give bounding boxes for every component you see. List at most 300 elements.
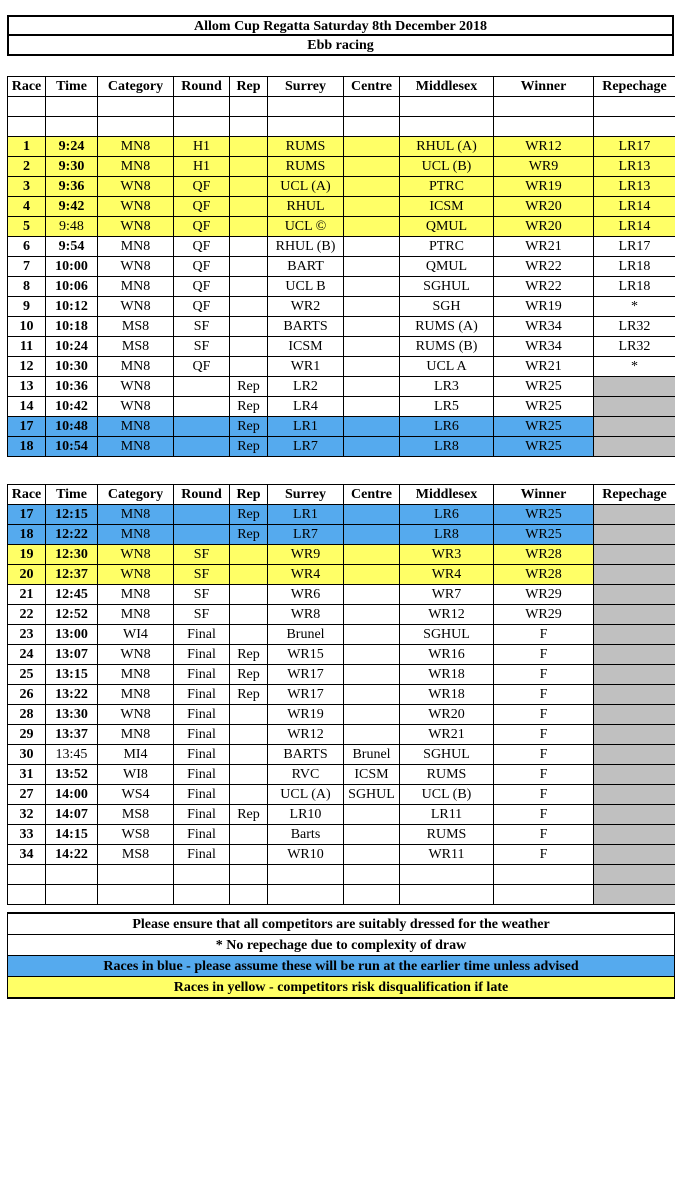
centre-cell: [344, 137, 400, 157]
race-row: [8, 765, 675, 785]
repechage-cell: *: [594, 297, 675, 317]
category-cell: MN8: [98, 665, 174, 685]
surrey-cell: WR2: [268, 297, 344, 317]
surrey-cell: BART: [268, 257, 344, 277]
winner-cell: F: [494, 725, 594, 745]
centre-cell: [344, 825, 400, 845]
header-row: [8, 485, 675, 505]
category-cell: MN8: [98, 137, 174, 157]
repechage-cell: [594, 525, 675, 545]
middlesex-cell: SGHUL: [400, 745, 494, 765]
empty-cell: [344, 117, 400, 137]
category-cell: MI4: [98, 745, 174, 765]
race-row: [8, 785, 675, 805]
note-row: [8, 977, 675, 999]
empty-cell: [230, 865, 268, 885]
race-row: [8, 825, 675, 845]
repechage-cell: [594, 437, 675, 457]
middlesex-cell: RUMS (B): [400, 337, 494, 357]
rep-cell: Rep: [230, 377, 268, 397]
repechage-cell: [594, 765, 675, 785]
rep-cell: Rep: [230, 397, 268, 417]
column-header-centre: Centre: [344, 485, 400, 505]
time-cell: 13:45: [46, 745, 98, 765]
race-row: [8, 197, 675, 217]
surrey-cell: LR1: [268, 505, 344, 525]
race-cell: 30: [8, 745, 46, 765]
race-cell: 14: [8, 397, 46, 417]
rep-cell: [230, 625, 268, 645]
empty-cell: [230, 97, 268, 117]
empty-cell: [400, 117, 494, 137]
centre-cell: [344, 437, 400, 457]
time-cell: 14:15: [46, 825, 98, 845]
centre-cell: [344, 297, 400, 317]
empty-cell: [98, 97, 174, 117]
category-cell: MN8: [98, 605, 174, 625]
repechage-cell: [594, 545, 675, 565]
time-cell: 13:07: [46, 645, 98, 665]
empty-cell: [230, 117, 268, 137]
race-row: [8, 357, 675, 377]
column-header-centre: Centre: [344, 77, 400, 97]
rep-cell: [230, 565, 268, 585]
round-cell: H1: [174, 137, 230, 157]
race-cell: 25: [8, 665, 46, 685]
surrey-cell: WR9: [268, 545, 344, 565]
race-cell: 1: [8, 137, 46, 157]
centre-cell: [344, 157, 400, 177]
surrey-cell: UCL (A): [268, 785, 344, 805]
category-cell: WN8: [98, 197, 174, 217]
centre-cell: [344, 417, 400, 437]
category-cell: WN8: [98, 705, 174, 725]
column-header-race: Race: [8, 77, 46, 97]
race-cell: 8: [8, 277, 46, 297]
round-cell: [174, 437, 230, 457]
surrey-cell: UCL ©: [268, 217, 344, 237]
empty-cell: [46, 885, 98, 905]
centre-cell: Brunel: [344, 745, 400, 765]
rep-cell: [230, 765, 268, 785]
centre-cell: ICSM: [344, 765, 400, 785]
regatta-title: Allom Cup Regatta Saturday 8th December 2018: [7, 15, 674, 35]
race-cell: 27: [8, 785, 46, 805]
race-row: [8, 417, 675, 437]
repechage-cell: [594, 805, 675, 825]
race-cell: 31: [8, 765, 46, 785]
round-cell: Final: [174, 745, 230, 765]
category-cell: WI4: [98, 625, 174, 645]
middlesex-cell: WR12: [400, 605, 494, 625]
round-cell: [174, 505, 230, 525]
time-cell: 12:37: [46, 565, 98, 585]
surrey-cell: RUMS: [268, 157, 344, 177]
centre-cell: [344, 177, 400, 197]
column-header-round: Round: [174, 77, 230, 97]
rep-cell: [230, 785, 268, 805]
round-cell: SF: [174, 605, 230, 625]
surrey-cell: LR10: [268, 805, 344, 825]
time-cell: 9:24: [46, 137, 98, 157]
empty-cell: [8, 97, 46, 117]
time-cell: 10:24: [46, 337, 98, 357]
centre-cell: [344, 665, 400, 685]
winner-cell: F: [494, 805, 594, 825]
round-cell: SF: [174, 545, 230, 565]
race-cell: 3: [8, 177, 46, 197]
empty-cell: [174, 885, 230, 905]
rep-cell: [230, 257, 268, 277]
rep-cell: [230, 845, 268, 865]
surrey-cell: RVC: [268, 765, 344, 785]
repechage-cell: [594, 565, 675, 585]
centre-cell: [344, 317, 400, 337]
empty-cell: [344, 885, 400, 905]
winner-cell: WR29: [494, 585, 594, 605]
time-cell: 14:07: [46, 805, 98, 825]
rep-cell: [230, 745, 268, 765]
rep-cell: [230, 277, 268, 297]
race-cell: 24: [8, 645, 46, 665]
middlesex-cell: WR18: [400, 685, 494, 705]
column-header-round: Round: [174, 485, 230, 505]
centre-cell: SGHUL: [344, 785, 400, 805]
time-cell: 9:36: [46, 177, 98, 197]
middlesex-cell: UCL (B): [400, 785, 494, 805]
winner-cell: WR25: [494, 417, 594, 437]
repechage-cell: [594, 397, 675, 417]
empty-cell: [98, 885, 174, 905]
race-row: [8, 725, 675, 745]
winner-cell: F: [494, 825, 594, 845]
category-cell: WN8: [98, 217, 174, 237]
blank-row: [8, 117, 675, 137]
winner-cell: F: [494, 645, 594, 665]
surrey-cell: WR10: [268, 845, 344, 865]
middlesex-cell: RUMS: [400, 765, 494, 785]
repechage-cell: LR17: [594, 237, 675, 257]
category-cell: WN8: [98, 565, 174, 585]
round-cell: Final: [174, 725, 230, 745]
repechage-cell: [594, 685, 675, 705]
middlesex-cell: WR3: [400, 545, 494, 565]
race-row: [8, 377, 675, 397]
column-header-winner: Winner: [494, 77, 594, 97]
centre-cell: [344, 705, 400, 725]
centre-cell: [344, 257, 400, 277]
rep-cell: Rep: [230, 525, 268, 545]
empty-cell: [494, 865, 594, 885]
rep-cell: [230, 705, 268, 725]
category-cell: WS4: [98, 785, 174, 805]
rep-cell: Rep: [230, 505, 268, 525]
surrey-cell: WR6: [268, 585, 344, 605]
centre-cell: [344, 377, 400, 397]
repechage-cell: LR17: [594, 137, 675, 157]
race-row: [8, 177, 675, 197]
race-row: [8, 665, 675, 685]
centre-cell: [344, 337, 400, 357]
rep-cell: [230, 217, 268, 237]
race-row: [8, 317, 675, 337]
winner-cell: F: [494, 845, 594, 865]
race-cell: 18: [8, 525, 46, 545]
category-cell: MN8: [98, 437, 174, 457]
race-row: [8, 805, 675, 825]
empty-cell: [46, 117, 98, 137]
note-row: [8, 913, 675, 935]
round-cell: QF: [174, 297, 230, 317]
race-row: [8, 505, 675, 525]
race-cell: 12: [8, 357, 46, 377]
race-row: [8, 257, 675, 277]
surrey-cell: LR2: [268, 377, 344, 397]
column-header-winner: Winner: [494, 485, 594, 505]
note-text: Races in yellow - competitors risk disqualification if late: [8, 977, 675, 999]
note-text: Please ensure that all competitors are suitably dressed for the weather: [8, 913, 675, 935]
repechage-cell: [594, 505, 675, 525]
winner-cell: WR12: [494, 137, 594, 157]
centre-cell: [344, 805, 400, 825]
empty-cell: [594, 865, 675, 885]
column-header-time: Time: [46, 77, 98, 97]
race-cell: 2: [8, 157, 46, 177]
winner-cell: F: [494, 765, 594, 785]
round-cell: Final: [174, 845, 230, 865]
middlesex-cell: SGHUL: [400, 625, 494, 645]
middlesex-cell: PTRC: [400, 237, 494, 257]
race-row: [8, 237, 675, 257]
surrey-cell: LR7: [268, 437, 344, 457]
middlesex-cell: ICSM: [400, 197, 494, 217]
rep-cell: [230, 545, 268, 565]
repechage-cell: [594, 417, 675, 437]
round-cell: Final: [174, 665, 230, 685]
race-cell: 28: [8, 705, 46, 725]
winner-cell: F: [494, 785, 594, 805]
repechage-cell: LR32: [594, 337, 675, 357]
time-cell: 10:36: [46, 377, 98, 397]
column-header-race: Race: [8, 485, 46, 505]
empty-cell: [46, 97, 98, 117]
round-cell: [174, 417, 230, 437]
middlesex-cell: QMUL: [400, 257, 494, 277]
winner-cell: WR21: [494, 357, 594, 377]
winner-cell: WR28: [494, 565, 594, 585]
category-cell: MN8: [98, 725, 174, 745]
round-cell: QF: [174, 237, 230, 257]
winner-cell: WR25: [494, 437, 594, 457]
round-cell: QF: [174, 257, 230, 277]
centre-cell: [344, 545, 400, 565]
category-cell: MS8: [98, 337, 174, 357]
column-header-rep: Rep: [230, 485, 268, 505]
winner-cell: WR25: [494, 505, 594, 525]
empty-cell: [174, 97, 230, 117]
time-cell: 12:15: [46, 505, 98, 525]
column-header-category: Category: [98, 485, 174, 505]
winner-cell: WR28: [494, 545, 594, 565]
round-cell: [174, 397, 230, 417]
race-row: [8, 397, 675, 417]
surrey-cell: LR1: [268, 417, 344, 437]
middlesex-cell: LR6: [400, 417, 494, 437]
repechage-cell: [594, 705, 675, 725]
column-header-category: Category: [98, 77, 174, 97]
race-cell: 21: [8, 585, 46, 605]
time-cell: 10:54: [46, 437, 98, 457]
empty-cell: [268, 885, 344, 905]
category-cell: MN8: [98, 157, 174, 177]
empty-cell: [494, 117, 594, 137]
empty-cell: [594, 117, 675, 137]
race-cell: 26: [8, 685, 46, 705]
column-header-middlesex: Middlesex: [400, 77, 494, 97]
time-cell: 12:52: [46, 605, 98, 625]
rep-cell: [230, 137, 268, 157]
race-row: [8, 337, 675, 357]
time-cell: 10:06: [46, 277, 98, 297]
race-cell: 22: [8, 605, 46, 625]
centre-cell: [344, 397, 400, 417]
surrey-cell: WR19: [268, 705, 344, 725]
winner-cell: WR20: [494, 197, 594, 217]
winner-cell: WR34: [494, 337, 594, 357]
category-cell: WN8: [98, 257, 174, 277]
round-cell: Final: [174, 625, 230, 645]
empty-cell: [400, 97, 494, 117]
category-cell: WI8: [98, 765, 174, 785]
note-row: [8, 935, 675, 956]
centre-cell: [344, 505, 400, 525]
race-row: [8, 645, 675, 665]
rep-cell: Rep: [230, 805, 268, 825]
repechage-cell: [594, 725, 675, 745]
category-cell: MS8: [98, 805, 174, 825]
repechage-cell: LR13: [594, 177, 675, 197]
rep-cell: [230, 237, 268, 257]
middlesex-cell: SGH: [400, 297, 494, 317]
surrey-cell: WR17: [268, 685, 344, 705]
centre-cell: [344, 605, 400, 625]
rep-cell: [230, 825, 268, 845]
time-cell: 10:00: [46, 257, 98, 277]
race-cell: 5: [8, 217, 46, 237]
repechage-cell: LR18: [594, 257, 675, 277]
category-cell: MN8: [98, 277, 174, 297]
category-cell: MN8: [98, 585, 174, 605]
centre-cell: [344, 565, 400, 585]
blank-row: [8, 97, 675, 117]
header-row: [8, 77, 675, 97]
race-cell: 4: [8, 197, 46, 217]
time-cell: 9:30: [46, 157, 98, 177]
surrey-cell: WR8: [268, 605, 344, 625]
round-cell: QF: [174, 277, 230, 297]
winner-cell: F: [494, 745, 594, 765]
time-cell: 10:18: [46, 317, 98, 337]
time-cell: 13:15: [46, 665, 98, 685]
empty-cell: [344, 865, 400, 885]
race-cell: 7: [8, 257, 46, 277]
race-cell: 9: [8, 297, 46, 317]
empty-cell: [174, 117, 230, 137]
middlesex-cell: WR16: [400, 645, 494, 665]
empty-cell: [230, 885, 268, 905]
repechage-cell: [594, 645, 675, 665]
category-cell: MS8: [98, 317, 174, 337]
surrey-cell: UCL (A): [268, 177, 344, 197]
time-cell: 13:52: [46, 765, 98, 785]
category-cell: MN8: [98, 357, 174, 377]
middlesex-cell: WR18: [400, 665, 494, 685]
empty-cell: [594, 97, 675, 117]
winner-cell: WR19: [494, 297, 594, 317]
middlesex-cell: WR7: [400, 585, 494, 605]
middlesex-cell: LR5: [400, 397, 494, 417]
race-row: [8, 745, 675, 765]
category-cell: WN8: [98, 397, 174, 417]
race-cell: 17: [8, 505, 46, 525]
race-cell: 34: [8, 845, 46, 865]
time-cell: 9:54: [46, 237, 98, 257]
middlesex-cell: RHUL (A): [400, 137, 494, 157]
race-cell: 20: [8, 565, 46, 585]
repechage-cell: [594, 625, 675, 645]
centre-cell: [344, 645, 400, 665]
centre-cell: [344, 237, 400, 257]
notes-table: [7, 912, 675, 999]
race-row: [8, 605, 675, 625]
race-row: [8, 297, 675, 317]
column-header-surrey: Surrey: [268, 77, 344, 97]
surrey-cell: BARTS: [268, 317, 344, 337]
winner-cell: WR22: [494, 277, 594, 297]
race-row: [8, 705, 675, 725]
middlesex-cell: QMUL: [400, 217, 494, 237]
round-cell: Final: [174, 805, 230, 825]
race-cell: 17: [8, 417, 46, 437]
winner-cell: WR25: [494, 525, 594, 545]
note-text: Races in blue - please assume these will be run at the earlier time unless advised: [8, 956, 675, 977]
centre-cell: [344, 725, 400, 745]
surrey-cell: BARTS: [268, 745, 344, 765]
round-cell: Final: [174, 645, 230, 665]
winner-cell: F: [494, 625, 594, 645]
centre-cell: [344, 525, 400, 545]
rep-cell: [230, 357, 268, 377]
race-row: [8, 277, 675, 297]
surrey-cell: WR12: [268, 725, 344, 745]
surrey-cell: ICSM: [268, 337, 344, 357]
winner-cell: WR9: [494, 157, 594, 177]
race-row: [8, 525, 675, 545]
race-cell: 11: [8, 337, 46, 357]
morning-schedule-table: [7, 76, 675, 457]
winner-cell: F: [494, 665, 594, 685]
repechage-cell: [594, 825, 675, 845]
race-cell: 29: [8, 725, 46, 745]
blank-row: [8, 885, 675, 905]
centre-cell: [344, 277, 400, 297]
middlesex-cell: WR21: [400, 725, 494, 745]
category-cell: MN8: [98, 417, 174, 437]
rep-cell: [230, 197, 268, 217]
time-cell: 14:00: [46, 785, 98, 805]
winner-cell: WR19: [494, 177, 594, 197]
category-cell: WN8: [98, 177, 174, 197]
